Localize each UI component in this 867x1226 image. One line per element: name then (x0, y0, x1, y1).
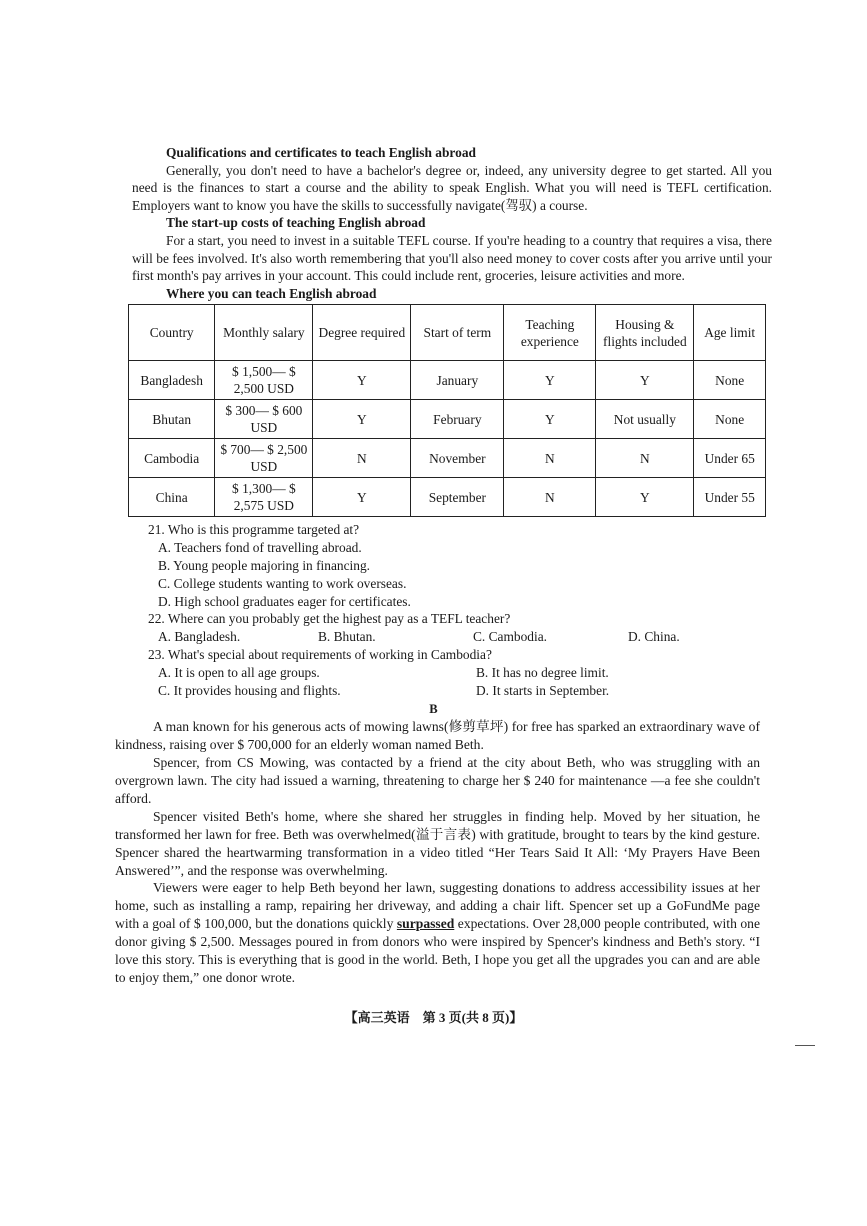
option-23d: D. It starts in September. (476, 682, 610, 698)
table-cell: Y (596, 478, 694, 517)
option-21c: C. College students wanting to work overseas. (158, 575, 407, 591)
table-row (129, 478, 766, 517)
col-header: Teaching experience (504, 305, 596, 361)
table-cell: $ 1,300— $ 2,575 USD (215, 478, 313, 517)
table-cell: $ 700— $ 2,500 USD (215, 439, 313, 478)
option-21b: B. Young people majoring in financing. (158, 557, 370, 573)
option-23b: B. It has no degree limit. (476, 664, 609, 680)
option-22c: C. Cambodia. (473, 629, 548, 645)
table-cell: China (129, 478, 215, 517)
table-cell: Bhutan (129, 400, 215, 439)
col-header: Age limit (694, 305, 766, 361)
paragraph-startup-costs: For a start, you need to invest in a suitable TEFL course. If you're heading to a country that requires a visa, there will be fees involved. It's also worth remembering that you'll also need money to cover costs after you arrive until your first month's pay arrives in your account. This could include rent, groceries, leisure activities and more. (132, 232, 772, 284)
scan-mark (795, 1045, 815, 1046)
question-22: 22. Where can you probably get the highest pay as a TEFL teacher? (148, 611, 511, 627)
col-header: Country (129, 305, 215, 361)
table-cell: Under 55 (694, 478, 766, 517)
section-b-label: B (429, 702, 438, 717)
table-header-row (129, 305, 766, 361)
col-header: Housing & flights included (596, 305, 694, 361)
heading-where-teach: Where you can teach English abroad (166, 285, 377, 301)
table-cell: None (694, 361, 766, 400)
table-cell: Y (313, 361, 411, 400)
table-cell: N (596, 439, 694, 478)
col-header: Monthly salary (215, 305, 313, 361)
option-22d: D. China. (628, 629, 680, 645)
table-cell: February (411, 400, 504, 439)
text: Viewers were eager to help Beth beyond her lawn, suggesting donations to address accessibility issues at her home, such as installing a ramp, repairing her driveway, and adding a chair lift. Spencer set up a GoFundMe page with a goal of $ 100,000, but the donations quickly (115, 880, 760, 932)
questions (148, 521, 748, 699)
table-cell: $ 1,500— $ 2,500 USD (215, 361, 313, 400)
table-cell: Y (504, 361, 596, 400)
option-22b: B. Bhutan. (318, 629, 376, 645)
paragraph-b2: Spencer, from CS Mowing, was contacted by a friend at the city about Beth, who was struggling with an overgrown lawn. The city had issued a warning, threatening to charge her $ 240 for maintenance —a fee she couldn't afford. (115, 755, 760, 806)
table-cell: Y (504, 400, 596, 439)
page-footer: 【高三英语 第 3 页(共 8 页)】 (344, 1009, 523, 1025)
paragraph-b3: Spencer visited Beth's home, where she shared her struggles in finding help. Moved by her situation, he transformed her lawn for free. Beth was overwhelmed(溢于言表) with gratitude, brought to tears by the kind gesture. Spencer shared the heartwarming transformation in a video titled “Her Tears Said It All: ‘My Prayers Have Been Answered’”, and the response was overwhelming. (115, 808, 760, 878)
paragraph-b4 (115, 879, 760, 986)
table-cell: Y (596, 361, 694, 400)
question-23: 23. What's special about requirements of working in Cambodia? (148, 646, 492, 662)
table-cell: Y (313, 478, 411, 517)
paragraph-b1: A man known for his generous acts of mowing lawns(修剪草坪) for free has sparked an extraordinary wave of kindness, raising over $ 700,000 for an elderly woman named Beth. (115, 719, 760, 753)
table-row (129, 400, 766, 439)
table-cell: $ 300— $ 600 USD (215, 400, 313, 439)
table-cell: Y (313, 400, 411, 439)
table-cell: January (411, 361, 504, 400)
table-cell: N (313, 439, 411, 478)
option-21d: D. High school graduates eager for certificates. (158, 593, 411, 609)
table-cell: None (694, 400, 766, 439)
option-22a: A. Bangladesh. (158, 629, 241, 645)
table-cell: Not usually (596, 400, 694, 439)
table-cell: Cambodia (129, 439, 215, 478)
passage-a (132, 144, 772, 302)
text: expectations. Over 28,000 people contributed, with one donor giving $ 2,500. Messages poured in from donors who were inspired by Spencer's kindness and Beth's story. “I love this story. This is everything that is good in the world. Beth, I hope you get all the upgrades you can and are able to enjoy them,” one donor wrote. (115, 916, 760, 985)
table-cell: November (411, 439, 504, 478)
question-21: 21. Who is this programme targeted at? (148, 522, 360, 538)
paragraph-qualifications: Generally, you don't need to have a bachelor's degree or, indeed, any university degree to get started. All you need is the finances to start a course and the ability to speak English. What you will need is TEFL certification. Employers want to know you have the skills to successfully navigate(驾驭) a course. (132, 162, 772, 213)
table-cell: September (411, 478, 504, 517)
countries-table (128, 304, 766, 517)
option-23a: A. It is open to all age groups. (158, 664, 320, 680)
option-23c: C. It provides housing and flights. (158, 682, 341, 698)
underlined-word: surpassed (396, 916, 455, 932)
col-header: Start of term (411, 305, 504, 361)
table-row (129, 439, 766, 478)
option-21a: A. Teachers fond of travelling abroad. (158, 540, 362, 556)
table-cell: N (504, 439, 596, 478)
col-header: Degree required (313, 305, 411, 361)
table-cell: Under 65 (694, 439, 766, 478)
table-row (129, 361, 766, 400)
table-cell: N (504, 478, 596, 517)
heading-qualifications: Qualifications and certificates to teach English abroad (166, 145, 476, 160)
passage-b (115, 718, 760, 987)
heading-startup-costs: The start-up costs of teaching English abroad (166, 215, 426, 231)
table-cell: Bangladesh (129, 361, 215, 400)
